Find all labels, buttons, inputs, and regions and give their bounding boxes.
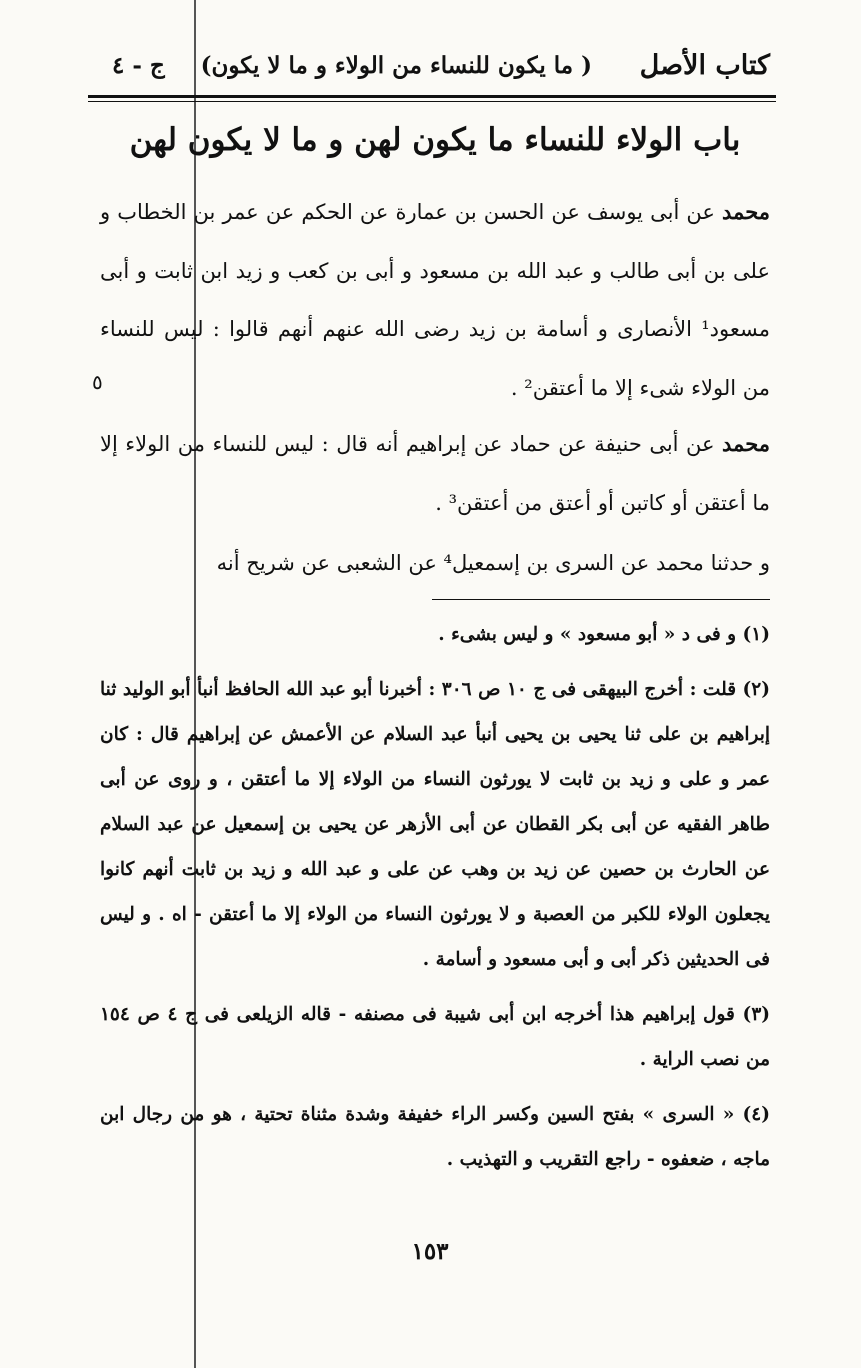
narration-text: عن أبى حنيفة عن حماد عن إبراهيم أنه قال : ليس للنساء من الولاء إلا ما أعتقن أو كاتبن أو أعتق من أعتقن³ .: [100, 432, 770, 515]
footnote-1: (١) و فى د « أبو مسعود » و ليس بشىء .: [438, 624, 770, 645]
running-header: [100, 50, 770, 88]
footnote-separator: [432, 599, 770, 600]
footnote-3: (٣) قول إبراهيم هذا أخرجه ابن أبى شيبة فى مصنفه - قاله الزيلعى فى ج ٤ ص ١٥٤ من نصب الراية .: [100, 1004, 771, 1070]
footnote-2: (٢) قلت : أخرج البيهقى فى ج ١٠ ص ٣٠٦ : أخبرنا أبو عبد الله الحافظ أنبأ أبو الوليد ثنا إبراهيم بن على ثنا يحيى بن يحيى أنبأ عبد السلام عن الأعمش عن إبراهيم قال : كان عمر و على و زيد بن ثابت لا يورثون النساء من الولاء إلا ما أعتقن ، و روى عن أبى طاهر الفقيه عن أبى بكر القطان عن أبى الأزهر عن يحيى بن إسمعيل عن عبد السلام عن الحارث بن حصين عن زيد بن وهب عن على و عبد الله و زيد بن ثابت أنهم كانوا يجعلون الولاء للكبر من العصبة و لا يورثون النساء من الولاء إلا ما أعتقن - اه . و ليس فى الحديثين ذكر أبى و أبى مسعود و أسامة .: [100, 679, 770, 970]
narration-3: [100, 534, 770, 593]
footnote-4: (٤) « السرى » بفتح السين وكسر الراء خفيفة وشدة مثناة تحتية ، هو من رجال ابن ماجه ، ضعفوه - راجع التقريب و التهذيب .: [100, 1104, 770, 1170]
header-rule-thin: [88, 101, 776, 102]
header-rule: [88, 95, 776, 98]
header-book-title: كتاب الأصل: [639, 50, 770, 81]
header-chapter-title: ( ما يكون للنساء من الولاء و ما لا يكون): [200, 52, 592, 79]
narrator-name: محمد: [722, 431, 770, 456]
footnotes: [100, 612, 770, 1192]
narrator-name: محمد: [722, 199, 770, 224]
narration-text: و حدثنا محمد عن السرى بن إسمعيل⁴ عن الشعبى عن شريح أنه: [216, 551, 770, 575]
chapter-title: باب الولاء للنساء ما يكون لهن و ما لا يكون لهن: [129, 122, 741, 158]
narration-text: عن أبى يوسف عن الحسن بن عمارة عن الحكم عن عمر بن الخطاب و على بن أبى طالب و عبد الله بن مسعود و أبى بن كعب و زيد ابن ثابت و أبى مسعود¹ الأنصارى و أسامة بن زيد رضى الله عنهم أنهم قالوا : ليس للنساء من الولاء شىء إلا ما أعتقن² .: [100, 200, 770, 400]
header-volume: ج - ٤: [112, 52, 165, 79]
page-number: ١٥٣: [411, 1238, 449, 1265]
line-number: ٥: [92, 370, 103, 394]
narration-2: [100, 415, 770, 532]
narration-1: [100, 183, 770, 417]
